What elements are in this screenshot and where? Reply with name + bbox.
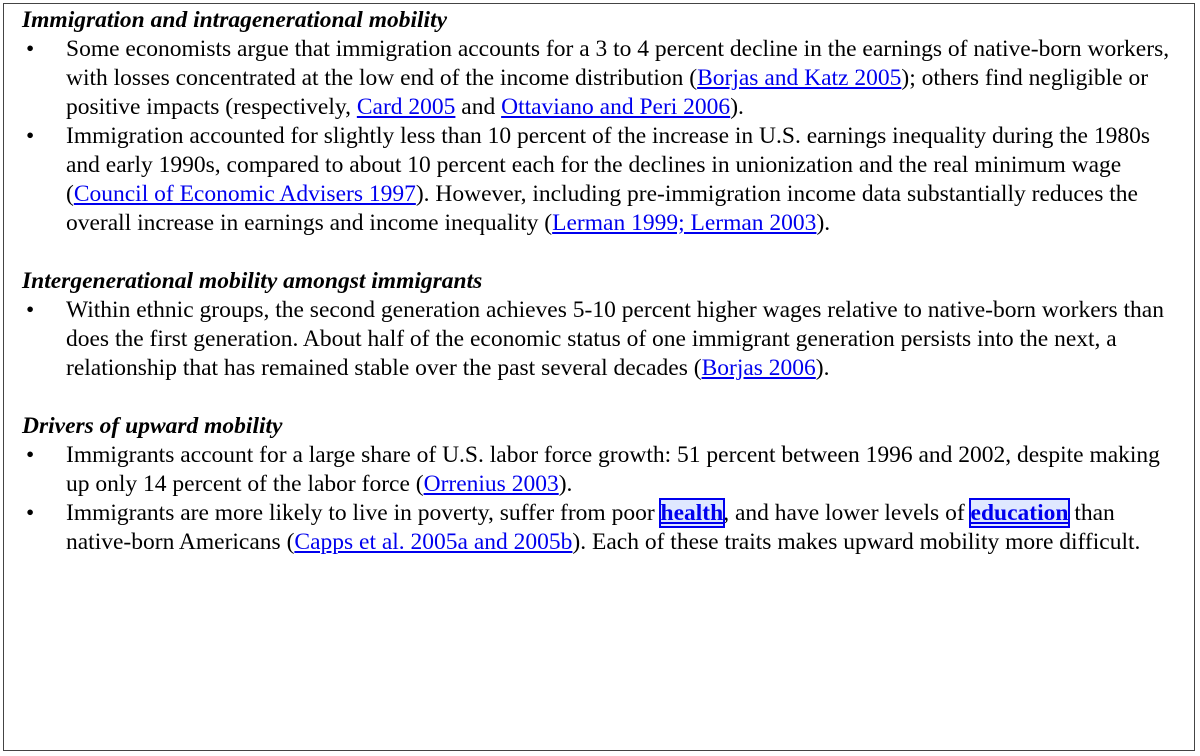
section-heading-intragenerational: Immigration and intragenerational mobility (22, 7, 448, 33)
document-box (3, 3, 1195, 751)
item-text: Within ethnic groups, the second generation achieves 5-10 percent higher wages relative to native-born workers than does the first generation. About half of the economic status of one immigrant generation persists into the next, a relationship that has remained stable over the past several decades ( (66, 297, 1164, 381)
bullet-list (22, 296, 1180, 383)
item-text: ). (816, 210, 831, 236)
citation-link[interactable]: Ottaviano and Peri 2006 (501, 94, 731, 120)
citation-link[interactable]: Capps et al. 2005a and 2005b (294, 529, 573, 555)
section-heading-drivers: Drivers of upward mobility (22, 413, 283, 439)
item-text: Immigrants are more likely to live in poverty, suffer from poor (66, 500, 661, 526)
citation-link[interactable]: Card 2005 (356, 94, 456, 120)
document-body (22, 6, 1180, 557)
bullet-icon: • (26, 297, 35, 323)
highlighted-link-health[interactable]: health (660, 500, 724, 526)
list-item (22, 122, 1180, 238)
list-item (22, 499, 1180, 557)
bullet-icon: • (26, 500, 35, 526)
citation-link[interactable]: Borjas 2006 (701, 355, 816, 381)
item-text: ); others find negligible or positive impacts (respectively, (66, 65, 1149, 120)
list-item (22, 35, 1180, 122)
citation-link[interactable]: Borjas and Katz 2005 (697, 65, 902, 91)
section-heading-intergenerational: Intergenerational mobility amongst immigrants (22, 268, 483, 294)
list-item (22, 441, 1180, 499)
citation-link[interactable]: Council of Economic Advisers 1997 (73, 181, 416, 207)
list-item (22, 296, 1180, 383)
item-text: Some economists argue that immigration accounts for a 3 to 4 percent decline in the earnings of native-born workers, with losses concentrated at the low end of the income distribution ( (66, 36, 1170, 91)
section-spacer (22, 383, 1180, 412)
item-text: ). (558, 471, 573, 497)
bullet-icon: • (26, 36, 35, 62)
citation-link[interactable]: Orrenius 2003 (423, 471, 559, 497)
item-text: than native-born Americans ( (66, 500, 1115, 555)
bullet-icon: • (26, 442, 35, 468)
bullet-list (22, 35, 1180, 238)
item-text: and (455, 94, 502, 120)
item-text: , and have lower levels of (723, 500, 971, 526)
highlighted-link-education[interactable]: education (970, 500, 1069, 526)
item-text: ). Each of these traits makes upward mobility more difficult. (572, 529, 1141, 555)
item-text: Immigrants account for a large share of U.S. labor force growth: 51 percent between 1996 and 2002, despite making up only 14 percent of the labor force ( (66, 442, 1160, 497)
bullet-icon: • (26, 123, 35, 149)
citation-link[interactable]: Lerman 1999; Lerman 2003 (552, 210, 817, 236)
item-text: ). (815, 355, 830, 381)
bullet-list (22, 441, 1180, 557)
item-text: Immigration accounted for slightly less than 10 percent of the increase in U.S. earnings inequality during the 1980s and early 1990s, compared to about 10 percent each for the declines in unionization and the real minimum wage ( (66, 123, 1150, 207)
item-text: ). (730, 94, 744, 120)
section-spacer (22, 238, 1180, 267)
item-text: ). However, including pre-immigration income data substantially reduces the overall increase in earnings and income inequality ( (66, 181, 1138, 236)
